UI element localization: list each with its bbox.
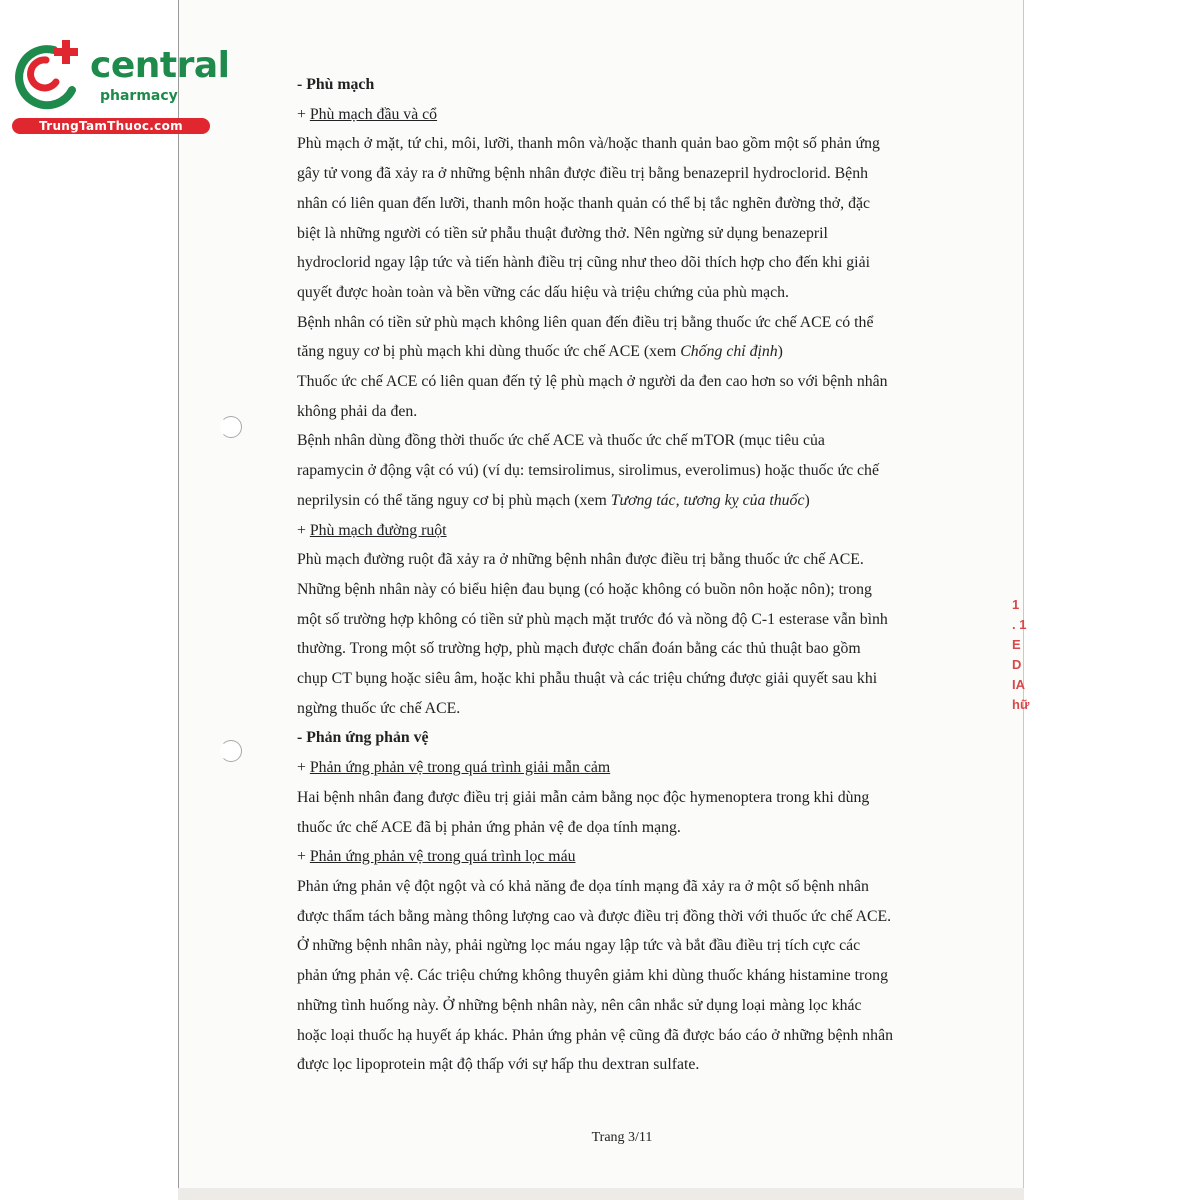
line-text: ngừng thuốc ức chế ACE. (297, 699, 461, 717)
subsection-bullet: + (297, 848, 310, 866)
central-pharmacy-logo (10, 38, 230, 138)
subsection-bullet: + (297, 759, 310, 777)
paragraph-line (297, 961, 957, 991)
line-suffix: ) (777, 343, 783, 361)
subsection-heading (297, 753, 957, 783)
paragraph-line (297, 219, 957, 249)
subsection-heading (297, 842, 957, 872)
section-heading: - Phản ứng phản vệ (297, 729, 429, 747)
subsection-bullet: + (297, 521, 310, 539)
line-text: Bệnh nhân dùng đồng thời thuốc ức chế ACE và thuốc ức chế mTOR (mục tiêu của (297, 432, 825, 450)
logo-website-badge: TrungTamThuoc.com (12, 118, 210, 134)
paragraph-line (297, 456, 957, 486)
line-text: nhân có liên quan đến lưỡi, thanh môn hoặc thanh quản có thể bị tắc nghẽn đường thở, đặc (297, 194, 870, 212)
stamp-text: . 1 (1012, 617, 1027, 632)
cross-reference: Tương tác, tương kỵ của thuốc (610, 491, 805, 509)
paragraph-line (297, 426, 957, 456)
page-bottom-edge (178, 1188, 1024, 1200)
line-text: phản ứng phản vệ. Các triệu chứng không thuyên giảm khi dùng thuốc kháng histamine trong (297, 967, 888, 985)
line-text: thường. Trong một số trường hợp, phù mạch được chẩn đoán bằng các thủ thuật bao gồm (297, 640, 861, 658)
paragraph-line (297, 159, 957, 189)
line-text: tăng nguy cơ bị phù mạch khi dùng thuốc ức chế ACE (xem (297, 343, 681, 361)
paragraph-line (297, 634, 957, 664)
logo-name: central (90, 45, 230, 86)
stamp-text: hữ (1012, 697, 1030, 712)
subsection-heading (297, 516, 957, 546)
paragraph-line (297, 872, 957, 902)
paragraph-line (297, 813, 957, 843)
pharmacy-cross-icon (10, 38, 82, 112)
punch-hole-upper (220, 416, 242, 438)
line-text: những tình huống này. Ở những bệnh nhân này, nên cân nhắc sử dụng loại màng lọc khác (297, 996, 862, 1014)
line-text: Hai bệnh nhân đang được điều trị giải mẫn cảm bằng nọc độc hymenoptera trong khi dùng (297, 788, 870, 806)
paragraph-line (297, 783, 957, 813)
line-text: không phải da đen. (297, 402, 418, 420)
page-number: Trang 3/11 (591, 1130, 653, 1145)
paragraph-line (297, 931, 957, 961)
paragraph-line (297, 1021, 957, 1051)
paragraph-line (297, 189, 957, 219)
line-text: neprilysin có thể tăng nguy cơ bị phù mạch (xem (297, 491, 611, 509)
paragraph-line (297, 664, 957, 694)
line-text: Phù mạch đường ruột đã xảy ra ở những bệnh nhân được điều trị bằng thuốc ức chế ACE. (297, 551, 864, 569)
line-text: biệt là những người có tiền sử phẫu thuật đường thở. Nên ngừng sử dụng benazepril (297, 224, 828, 242)
line-text: thuốc ức chế ACE đã bị phản ứng phản vệ đe dọa tính mạng. (297, 818, 681, 836)
section-heading: - Phù mạch (297, 76, 375, 93)
paragraph-line (297, 397, 957, 427)
subsection-title: Phản ứng phản vệ trong quá trình lọc máu (309, 848, 576, 866)
paragraph-line (297, 486, 957, 516)
line-text: được lọc lipoprotein mật độ thấp với sự hấp thu dextran sulfate. (297, 1056, 700, 1074)
cross-reference: Chống chỉ định (680, 343, 778, 361)
subsection-bullet: + (297, 105, 310, 123)
stamp-text: IA (1012, 677, 1025, 692)
paragraph-line (297, 1050, 957, 1080)
paragraph-line (297, 694, 957, 724)
line-text: một số trường hợp không có tiền sử phù mạch mặt trước đó và nồng độ C-1 esterase vẫn bình (297, 610, 888, 628)
line-text: quyết được hoàn toàn và bền vững các dấu hiệu và triệu chứng của phù mạch. (297, 283, 789, 301)
line-text: Những bệnh nhân này có biểu hiện đau bụng (có hoặc không có buồn nôn hoặc nôn); trong (297, 580, 872, 598)
subsection-title: Phản ứng phản vệ trong quá trình giải mẫn cảm (309, 759, 611, 777)
paragraph-line (297, 337, 957, 367)
paragraph-line (297, 575, 957, 605)
stamp-text: E D (1012, 637, 1022, 672)
line-text: Bệnh nhân có tiền sử phù mạch không liên quan đến điều trị bằng thuốc ức chế ACE có thể (297, 313, 874, 331)
line-text: chụp CT bụng hoặc siêu âm, hoặc khi phẫu thuật và các triệu chứng được giải quyết sau khi (297, 670, 878, 688)
line-text: Phù mạch ở mặt, tứ chi, môi, lưỡi, thanh môn và/hoặc thanh quản bao gồm một số phản ứng (297, 135, 880, 153)
document-body (297, 70, 957, 1080)
line-text: Phản ứng phản vệ đột ngột và có khả năng đe dọa tính mạng đã xảy ra ở một số bệnh nhân (297, 877, 869, 895)
subsection-title: Phù mạch đầu và cổ (309, 105, 438, 123)
paragraph-line (297, 902, 957, 932)
punch-hole-lower (220, 740, 242, 762)
paragraph-line (297, 367, 957, 397)
subsection-heading (297, 100, 957, 130)
line-text: hoặc loại thuốc hạ huyết áp khác. Phản ứng phản vệ cũng đã được báo cáo ở những bệnh nhân (297, 1026, 893, 1044)
paragraph-line (297, 545, 957, 575)
line-suffix: ) (804, 491, 810, 509)
line-text: hydroclorid ngay lập tức và tiến hành điều trị cũng như theo dõi thích hợp cho đến khi giải (297, 254, 870, 272)
paragraph-line (297, 308, 957, 338)
line-text: Thuốc ức chế ACE có liên quan đến tỷ lệ phù mạch ở người da đen cao hơn so với bệnh nhân (297, 373, 888, 391)
paragraph-line (297, 278, 957, 308)
stamp-text: 1 (1012, 597, 1020, 612)
paragraph-line (297, 129, 957, 159)
line-text: Ở những bệnh nhân này, phải ngừng lọc máu ngay lập tức và bắt đầu điều trị tích cực các (297, 937, 861, 955)
subsection-title: Phù mạch đường ruột (309, 521, 447, 539)
line-text: rapamycin ở động vật có vú) (ví dụ: temsirolimus, sirolimus, everolimus) hoặc thuốc ức chế (297, 462, 879, 480)
stamp-fragment (1012, 595, 1032, 715)
paragraph-line (297, 991, 957, 1021)
line-text: được thẩm tách bằng màng thông lượng cao và được điều trị đồng thời với thuốc ức chế ACE. (297, 907, 892, 925)
logo-subtitle: pharmacy (100, 88, 178, 104)
paragraph-line (297, 248, 957, 278)
line-text: gây tử vong đã xảy ra ở những bệnh nhân được điều trị bằng benazepril hydroclorid. Bệnh (297, 165, 868, 183)
paragraph-line (297, 605, 957, 635)
